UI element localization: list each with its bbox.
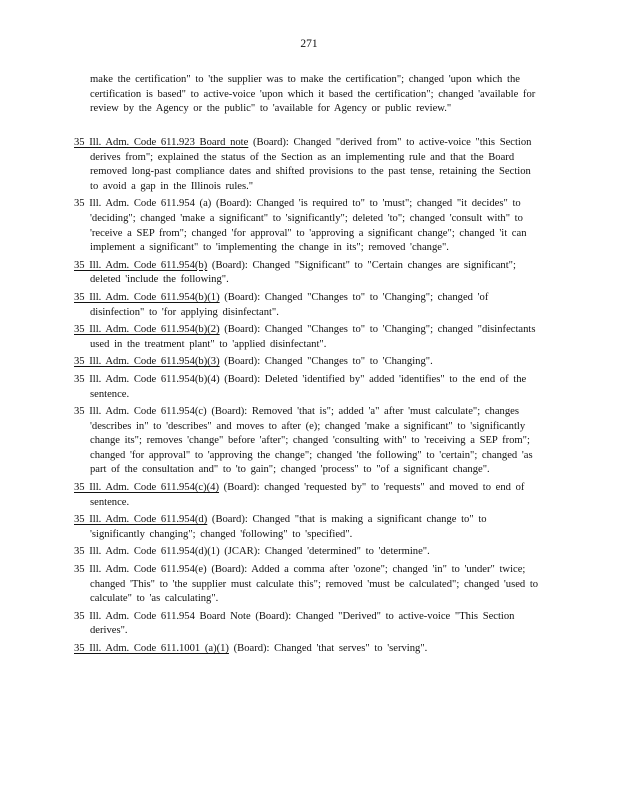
amendment-entry (74, 642, 542, 657)
amendment-entry (74, 405, 542, 478)
amendment-text: (Board): Changed "derived from" to active-voice "this Section derives from"; explained the status of the Section as an implementing rule and that the Board removed long-past compliance dates and shifted provisions to the past tense, retaining the Section to avoid a gap in the Illinois rules." (90, 137, 532, 192)
amendment-entry (74, 323, 542, 352)
amendment-entry (74, 355, 542, 370)
amendment-list (74, 136, 542, 660)
amendment-entry (74, 136, 542, 194)
citation: 35 Ill. Adm. Code 611.954 Board Note (74, 610, 251, 622)
amendment-entry (74, 197, 542, 255)
amendment-entry (74, 373, 542, 402)
amendment-entry (74, 291, 542, 320)
amendment-text: (Board): Deleted 'identified by" added 'identifies" to the end of the sentence. (90, 373, 527, 400)
amendment-text: (Board): Changed 'is required to" to 'must"; changed "it decides" to 'deciding"; changed 'make a significant" to 'significantly"; deleted 'to"; changed 'consult with" to 'receive a SEP from"; changed 'for approval" to 'approving a significant change"; changed 'it can implement a significant" to 'implementing the change in its"; removed 'change". (90, 198, 527, 254)
citation: 35 Ill. Adm. Code 611.954(d) (74, 514, 208, 526)
citation: 35 Ill. Adm. Code 611.923 Board note (74, 137, 249, 148)
amendment-entry (74, 481, 542, 510)
amendment-text: (Board): Added a comma after 'ozone"; changed 'in" to 'under" twice; changed 'This" to 'the supplier must calculate this"; removed 'must be calculated"; changed 'used to calculate" to 'as calculating". (90, 564, 539, 605)
amendment-entry (74, 545, 542, 560)
citation: 35 Ill. Adm. Code 611.954(c) (74, 406, 207, 418)
citation: 35 Ill. Adm. Code 611.954 (a) (74, 198, 212, 210)
citation: 35 Ill. Adm. Code 611.954(b)(4) (74, 373, 220, 385)
amendment-text: (Board): Changed "that is making a significant change to" to 'significantly changing"; changed 'following" to 'specified". (90, 514, 487, 540)
citation: 35 Ill. Adm. Code 611.954(b)(1) (74, 291, 220, 303)
page-number: 271 (300, 38, 318, 50)
citation: 35 Ill. Adm. Code 611.954(e) (74, 564, 207, 576)
amendment-text: (Board): Removed 'that is"; added 'a" after 'must calculate"; changes 'describes in" to 'describes" and moves to after (e); changed 'make a significant" to 'significantly change its"; removes 'change" before 'after"; changed 'consulting with" to 'receiving a SEP from"; changed 'for approval" to 'approving the change"; changed 'the following" to 'certain"; changed 'as part of the consultation and" to 'to gain"; changed 'process" to "of a significant change". (90, 406, 533, 476)
amendment-text: (Board): Changed "Derived" to active-voice "This Section derives". (90, 610, 515, 637)
citation: 35 Ill. Adm. Code 611.954(b) (74, 259, 208, 271)
amendment-entry (74, 259, 542, 288)
amendment-text: (Board): Changed "Changes to" to 'Changing". (219, 356, 433, 368)
amendment-text: (Board): Changed "Significant" to "Certain changes are significant"; deleted 'include the following". (90, 259, 516, 286)
amendment-text: (Board): Changed "Changes to" to 'Changing"; changed "disinfectants used in the treatment plant" to 'applied disinfectant". (90, 324, 536, 350)
amendment-text: (Board): Changed 'that serves" to 'serving". (228, 643, 428, 654)
citation: 35 Ill. Adm. Code 611.954(b)(3) (74, 356, 220, 368)
citation: 35 Ill. Adm. Code 611.1001 (a)(1) (74, 643, 229, 654)
amendment-text: (JCAR): Changed 'determined" to 'determine". (219, 546, 430, 558)
citation: 35 Ill. Adm. Code 611.954(b)(2) (74, 324, 220, 336)
amendment-entry (74, 513, 542, 542)
amendment-text: (Board): Changed "Changes to" to 'Changing"; changed 'of disinfection" to 'for applying disinfectant". (90, 291, 489, 318)
citation: 35 Ill. Adm. Code 611.954(c)(4) (74, 482, 220, 494)
amendment-entry (74, 563, 542, 607)
amendment-entry (74, 610, 542, 639)
citation: 35 Ill. Adm. Code 611.954(d)(1) (74, 546, 220, 558)
amendment-text: (Board): changed 'requested by" to 'requests" and moved to end of sentence. (90, 482, 525, 508)
intro-paragraph: make the certification" to 'the supplier was to make the certification"; changed 'upon which the certification is based" to active-voice 'upon which it based the certification"; changed 'available for review by the Agency or the public" to 'available for Agency or public review." (90, 74, 536, 115)
